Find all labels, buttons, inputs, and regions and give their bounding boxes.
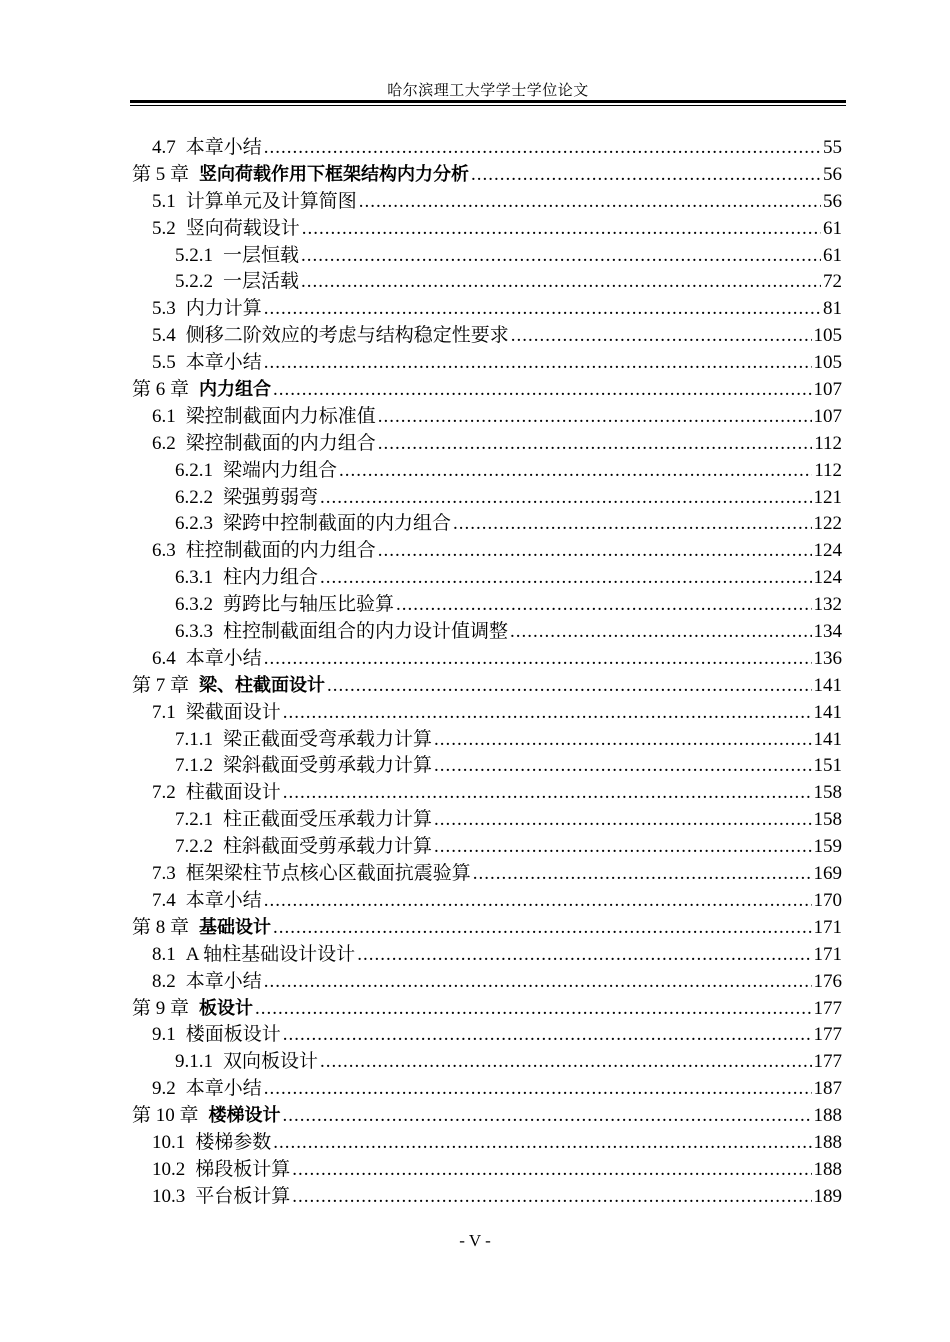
toc-entry-page: 158 [813, 809, 842, 831]
toc-entry-page: 107 [813, 379, 842, 401]
toc-entry[interactable] [132, 777, 842, 804]
dot-leader [255, 998, 811, 1020]
toc-entry-title [152, 293, 262, 320]
toc-entry-number: 7.3 [152, 863, 176, 885]
dot-leader [283, 702, 812, 724]
toc-entry-title [175, 240, 299, 267]
dot-leader [320, 487, 811, 509]
toc-entry-number: 7.2.1 [175, 809, 213, 831]
toc-entry[interactable] [132, 589, 842, 616]
toc-entry-number: 6.3.3 [175, 621, 213, 643]
toc-entry-page: 141 [813, 674, 842, 696]
toc-entry-text: 梁端内力组合 [223, 459, 338, 481]
toc-entry-page: 171 [813, 916, 842, 938]
toc-entry-text: 本章小结 [185, 647, 262, 669]
toc-entry-page: 72 [823, 271, 842, 293]
dot-leader [301, 245, 821, 267]
toc-entry[interactable] [132, 374, 842, 401]
toc-entry-number: 9.1.1 [175, 1051, 213, 1073]
toc-entry-title [152, 858, 471, 885]
toc-entry-number: 6.3.2 [175, 594, 213, 616]
toc-entry-title [152, 885, 262, 912]
toc-entry-page: 61 [823, 244, 842, 266]
toc-entry[interactable] [132, 750, 842, 777]
toc-entry[interactable] [132, 455, 842, 482]
toc-entry-text: 柱斜截面受剪承载力计算 [223, 836, 433, 858]
toc-entry[interactable] [132, 831, 842, 858]
dot-leader [264, 971, 812, 993]
toc-entry-text: 梁强剪弱弯 [223, 486, 319, 508]
toc-entry-page: 177 [813, 997, 842, 1019]
toc-entry-title [152, 1127, 271, 1154]
toc-entry[interactable] [132, 1073, 842, 1100]
toc-entry[interactable] [132, 939, 842, 966]
toc-entry-title [152, 186, 357, 213]
dot-leader [453, 513, 811, 535]
toc-entry[interactable] [132, 535, 842, 562]
toc-entry-number: 10.2 [152, 1158, 186, 1180]
toc-entry[interactable] [132, 804, 842, 831]
toc-entry-page: 55 [823, 137, 842, 158]
toc-entry[interactable] [132, 912, 842, 939]
toc-entry-page: 151 [813, 755, 842, 777]
toc-entry[interactable] [132, 724, 842, 751]
toc-entry-page: 171 [813, 943, 842, 965]
toc-entry[interactable] [132, 993, 842, 1020]
toc-entry-text: 平台板计算 [195, 1185, 291, 1207]
toc-entry-page: 105 [813, 352, 842, 374]
toc-entry[interactable] [132, 858, 842, 885]
toc-entry[interactable] [132, 508, 842, 535]
dot-leader [327, 675, 811, 697]
toc-entry-page: 107 [813, 405, 842, 427]
dot-leader [510, 621, 811, 643]
toc-entry-title [132, 993, 253, 1020]
toc-entry-title [152, 535, 376, 562]
toc-entry[interactable] [132, 885, 842, 912]
dot-leader [471, 164, 821, 186]
dot-leader [434, 755, 811, 777]
toc-entry-number: 4.7 [152, 137, 176, 158]
toc-entry[interactable] [132, 1100, 842, 1127]
dot-leader [301, 271, 821, 293]
dot-leader [302, 218, 821, 240]
dot-leader [273, 1132, 811, 1154]
toc-entry-page: 170 [813, 889, 842, 911]
toc-entry-title [132, 159, 469, 186]
toc-entry-number: 8.1 [152, 943, 176, 965]
toc-entry-title [175, 508, 451, 535]
toc-entry-number: 5.5 [152, 352, 176, 374]
toc-entry-page: 61 [823, 217, 842, 239]
toc-entry-text: 楼面板设计 [185, 1024, 281, 1046]
toc-entry-number: 8.2 [152, 970, 176, 992]
toc-entry-text: 竖向荷载设计 [185, 217, 300, 239]
toc-entry-title [132, 374, 271, 401]
toc-entry-page: 176 [813, 970, 842, 992]
toc-entry-number: 10.3 [152, 1185, 186, 1207]
toc-entry-page: 136 [813, 647, 842, 669]
toc-entry-text: A 轴柱基础设计设计 [185, 943, 356, 965]
toc-entry-page: 134 [813, 621, 842, 643]
toc-entry-number: 9.2 [152, 1078, 176, 1100]
toc-entry-title [152, 320, 509, 347]
table-of-contents [132, 132, 842, 1208]
toc-entry-number: 第 6 章 [132, 379, 190, 401]
toc-entry-page: 188 [813, 1131, 842, 1153]
toc-entry[interactable] [132, 616, 842, 643]
toc-entry-page: 141 [813, 701, 842, 723]
toc-entry-page: 121 [813, 486, 842, 508]
toc-entry-text: 柱正截面受压承载力计算 [223, 809, 433, 831]
dot-leader [511, 325, 812, 347]
toc-entry-text: 梁截面设计 [185, 701, 281, 723]
dot-leader [339, 460, 812, 482]
toc-entry-title [175, 266, 299, 293]
dot-leader [320, 1051, 811, 1073]
dot-leader [264, 137, 821, 159]
toc-entry[interactable] [132, 132, 842, 159]
toc-entry-title [152, 428, 376, 455]
toc-entry-page: 56 [823, 190, 842, 212]
dot-leader [283, 1024, 812, 1046]
toc-entry-text: 梯段板计算 [195, 1158, 291, 1180]
toc-entry-number: 6.1 [152, 405, 176, 427]
toc-entry-page: 188 [813, 1105, 842, 1127]
toc-entry-number: 6.2.2 [175, 486, 213, 508]
toc-entry-number: 5.2 [152, 217, 176, 239]
toc-entry-number: 7.1 [152, 701, 176, 723]
toc-entry-number: 7.2.2 [175, 836, 213, 858]
toc-entry-text: 梁跨中控制截面的内力组合 [223, 513, 452, 535]
toc-entry-title [152, 347, 262, 374]
toc-entry-title [132, 912, 271, 939]
toc-entry-number: 9.1 [152, 1024, 176, 1046]
toc-entry-text: 一层恒载 [223, 244, 300, 266]
toc-entry-text: 本章小结 [185, 352, 262, 374]
toc-entry-page: 132 [813, 594, 842, 616]
toc-entry-number: 7.4 [152, 889, 176, 911]
toc-entry-title [175, 804, 432, 831]
toc-entry[interactable] [132, 428, 842, 455]
toc-entry-title [152, 132, 262, 159]
dot-leader [273, 379, 811, 401]
toc-entry-page: 105 [813, 325, 842, 347]
toc-entry[interactable] [132, 966, 842, 993]
toc-entry-page: 177 [813, 1024, 842, 1046]
dot-leader [378, 540, 812, 562]
running-header: 哈尔滨理工大学学士学位论文 [387, 83, 589, 99]
toc-entry-title [175, 482, 318, 509]
toc-entry[interactable] [132, 1154, 842, 1181]
toc-entry-number: 7.1.1 [175, 728, 213, 750]
toc-entry-title [152, 777, 281, 804]
toc-entry-text: 计算单元及计算简图 [185, 190, 357, 212]
toc-entry[interactable] [132, 697, 842, 724]
toc-entry-number: 5.1 [152, 190, 176, 212]
header-rule-thick [130, 100, 846, 103]
toc-entry-page: 187 [813, 1078, 842, 1100]
toc-entry-number: 10.1 [152, 1131, 186, 1153]
toc-entry-page: 112 [814, 459, 842, 481]
dot-leader [434, 729, 811, 751]
toc-entry[interactable] [132, 482, 842, 509]
toc-entry-number: 6.2.1 [175, 459, 213, 481]
dot-leader [264, 352, 812, 374]
dot-leader [264, 890, 812, 912]
toc-entry-number: 第 7 章 [132, 674, 190, 696]
toc-entry-title [175, 831, 432, 858]
toc-entry-number: 第 8 章 [132, 916, 190, 938]
toc-entry-text: 本章小结 [185, 970, 262, 992]
toc-entry-page: 169 [813, 863, 842, 885]
toc-entry-text: 侧移二阶效应的考虑与结构稳定性要求 [185, 325, 509, 347]
toc-entry-text: 楼梯参数 [195, 1131, 272, 1153]
toc-entry-title [175, 724, 432, 751]
toc-entry-text: 竖向荷载作用下框架结构内力分析 [199, 163, 470, 185]
toc-entry[interactable] [132, 293, 842, 320]
toc-entry-title [152, 1154, 290, 1181]
toc-entry[interactable] [132, 159, 842, 186]
toc-entry-text: 内力计算 [185, 298, 262, 320]
toc-entry[interactable] [132, 1046, 842, 1073]
header-rule-thin [130, 105, 846, 106]
toc-entry-text: 柱控制截面组合的内力设计值调整 [223, 621, 509, 643]
toc-entry-number: 第 9 章 [132, 997, 190, 1019]
toc-entry-page: 81 [823, 298, 842, 320]
toc-entry-title [152, 966, 262, 993]
toc-entry-text: 一层活载 [223, 271, 300, 293]
toc-entry[interactable] [132, 213, 842, 240]
toc-entry-number: 5.3 [152, 298, 176, 320]
toc-entry[interactable] [132, 347, 842, 374]
toc-entry-text: 本章小结 [185, 137, 262, 158]
toc-entry-page: 158 [813, 782, 842, 804]
dot-leader [264, 298, 821, 320]
toc-entry-title [152, 1181, 290, 1208]
toc-entry[interactable] [132, 320, 842, 347]
toc-entry-title [175, 1046, 318, 1073]
toc-entry-text: 柱控制截面的内力组合 [185, 540, 376, 562]
toc-entry-title [175, 750, 432, 777]
toc-entry-page: 141 [813, 728, 842, 750]
toc-entry-text: 梁控制截面的内力组合 [185, 432, 376, 454]
toc-entry[interactable] [132, 186, 842, 213]
dot-leader [292, 1186, 811, 1208]
dot-leader [434, 809, 811, 831]
toc-entry-number: 7.1.2 [175, 755, 213, 777]
page-number: - V - [459, 1231, 491, 1250]
toc-entry-text: 框架梁柱节点核心区截面抗震验算 [185, 863, 471, 885]
dot-leader [473, 863, 812, 885]
dot-leader [273, 917, 811, 939]
dot-leader [283, 1105, 812, 1127]
dot-leader [292, 1159, 811, 1181]
toc-entry-title [152, 213, 300, 240]
toc-entry-text: 本章小结 [185, 1078, 262, 1100]
toc-entry-text: 楼梯设计 [208, 1105, 281, 1127]
toc-entry-page: 159 [813, 836, 842, 858]
toc-entry-text: 梁斜截面受剪承载力计算 [223, 755, 433, 777]
toc-entry-page: 122 [813, 513, 842, 535]
toc-entry-number: 7.2 [152, 782, 176, 804]
toc-entry-title [132, 670, 325, 697]
dot-leader [378, 433, 812, 455]
toc-entry[interactable] [132, 1181, 842, 1208]
toc-entry-title [132, 1100, 281, 1127]
dot-leader [320, 567, 811, 589]
toc-entry[interactable] [132, 240, 842, 267]
dot-leader [264, 1078, 812, 1100]
toc-entry-title [152, 643, 262, 670]
toc-entry[interactable] [132, 1127, 842, 1154]
toc-entry-text: 梁正截面受弯承载力计算 [223, 728, 433, 750]
toc-entry-number: 5.2.2 [175, 271, 213, 293]
toc-entry-text: 梁、柱截面设计 [199, 674, 326, 696]
toc-entry[interactable] [132, 401, 842, 428]
dot-leader [434, 836, 811, 858]
toc-entry-title [152, 1073, 262, 1100]
toc-entry-page: 112 [814, 432, 842, 454]
toc-entry-number: 6.4 [152, 647, 176, 669]
toc-entry-title [175, 616, 508, 643]
dot-leader [357, 944, 811, 966]
toc-entry[interactable] [132, 643, 842, 670]
toc-entry-number: 6.2.3 [175, 513, 213, 535]
toc-entry-number: 5.2.1 [175, 244, 213, 266]
toc-entry-page: 188 [813, 1158, 842, 1180]
dot-leader [378, 406, 812, 428]
dot-leader [283, 782, 812, 804]
toc-entry-title [152, 939, 355, 966]
toc-entry-text: 板设计 [199, 997, 254, 1019]
toc-entry-title [152, 401, 376, 428]
toc-entry-title [175, 562, 318, 589]
toc-entry[interactable] [132, 1019, 842, 1046]
toc-entry-page: 56 [823, 163, 842, 185]
toc-entry-title [175, 589, 394, 616]
toc-entry-title [175, 455, 337, 482]
toc-entry-number: 5.4 [152, 325, 176, 347]
toc-entry-title [152, 1019, 281, 1046]
toc-entry[interactable] [132, 266, 842, 293]
toc-entry-page: 177 [813, 1051, 842, 1073]
toc-entry-page: 124 [813, 540, 842, 562]
toc-entry-text: 基础设计 [199, 916, 272, 938]
toc-entry-text: 柱截面设计 [185, 782, 281, 804]
toc-entry-number: 第 10 章 [132, 1105, 199, 1127]
toc-entry-number: 6.2 [152, 432, 176, 454]
toc-entry-text: 本章小结 [185, 889, 262, 911]
toc-entry-page: 189 [813, 1185, 842, 1207]
toc-entry[interactable] [132, 562, 842, 589]
toc-entry-text: 内力组合 [199, 379, 272, 401]
dot-leader [396, 594, 811, 616]
toc-entry-number: 6.3 [152, 540, 176, 562]
toc-entry-title [152, 697, 281, 724]
toc-entry[interactable] [132, 670, 842, 697]
toc-entry-page: 124 [813, 567, 842, 589]
dot-leader [264, 648, 812, 670]
toc-entry-text: 柱内力组合 [223, 567, 319, 589]
toc-entry-number: 第 5 章 [132, 163, 190, 185]
toc-entry-number: 6.3.1 [175, 567, 213, 589]
toc-entry-text: 剪跨比与轴压比验算 [223, 594, 395, 616]
toc-entry-text: 梁控制截面内力标准值 [185, 405, 376, 427]
dot-leader [359, 191, 821, 213]
toc-entry-text: 双向板设计 [223, 1051, 319, 1073]
